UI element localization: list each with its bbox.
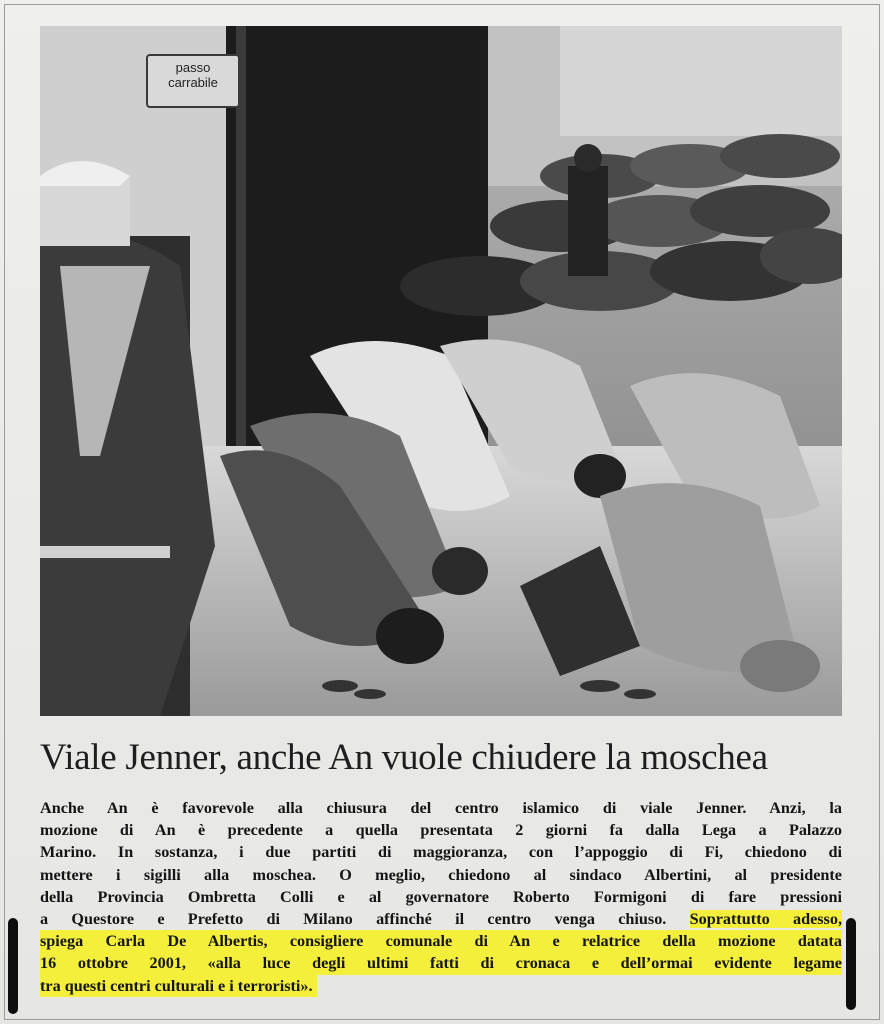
sign-text-line1: passo [175,60,211,75]
passo-carrabile-sign [146,54,240,108]
article-line-1: Anche An è favorevole alla chiusura del centro islamico di viale Jenner. Anzi, la [40,799,842,817]
article-headline: Viale Jenner, anche An vuole chiudere la moschea [40,737,768,778]
article-line-3: Marino. In sostanza, i due partiti di maggioranza, con l’appoggio di Fi, chiedono di [40,843,842,862]
article-line-4: mettere i sigilli alla moschea. O meglio, chiedono al sindaco Albertini, al presidente [40,865,842,884]
marker-stroke-right [846,918,856,1010]
article-line-5: della Provincia Ombretta Colli e al governatore Roberto Formigoni di fare pressioni [40,887,842,906]
highlighted-text-start: Soprattutto adesso, [689,910,842,929]
highlighted-line-3: tra questi centri culturali e i terroristi». [40,975,317,997]
sign-text-line2: carrabile [168,75,218,90]
article-line-6 [40,908,842,930]
prayer-scene-illustration [40,26,842,716]
news-photo [40,26,842,716]
article-body [40,797,842,997]
highlighted-line-2: 16 ottobre 2001, «alla luce degli ultimi fatti di cronaca e dell’ormai evidente legame [40,952,842,974]
highlighted-line-1: spiega Carla De Albertis, consigliere comunale di An e relatrice della mozione datata [40,930,842,952]
article-line-2: mozione di An è precedente a quella presentata 2 giorni fa dalla Lega a Palazzo [40,821,842,840]
article-line-6-plain: a Questore e Prefetto di Milano affinché il centro venga chiuso. [40,910,690,929]
marker-stroke-left [8,918,18,1014]
